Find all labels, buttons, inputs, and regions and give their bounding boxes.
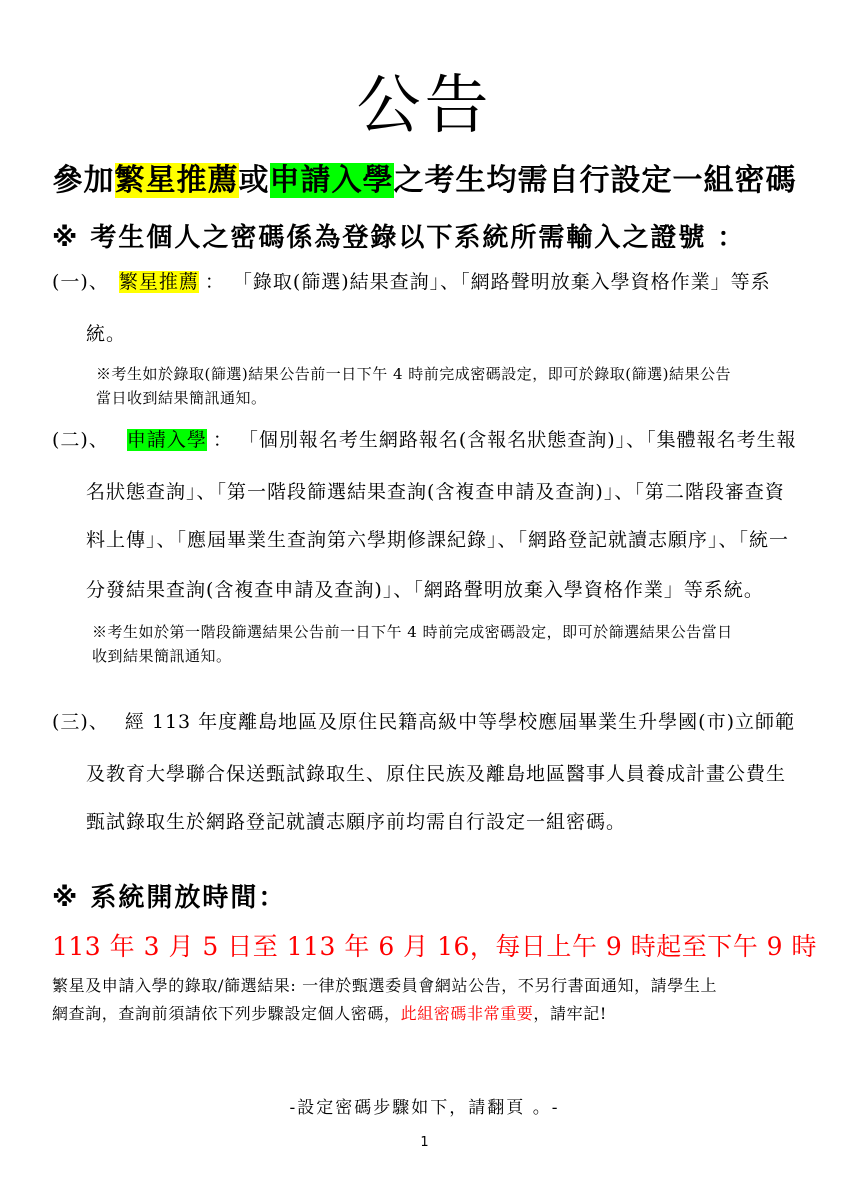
item1-first-line (52, 268, 771, 296)
page-number: 1 (420, 1135, 429, 1150)
subtitle-prefix: 參加 (52, 163, 115, 198)
item2-first-line (52, 426, 797, 454)
section-heading: ※ 考生個人之密碼係為登錄以下系統所需輸入之證號 ： (52, 223, 746, 253)
subtitle-suffix: 之考生均需自行設定一組密碼 (393, 163, 797, 198)
item2-label: 申請入學 (126, 429, 207, 451)
footer-next-page-note: -設定密碼步驟如下，請翻頁 。- (289, 1098, 560, 1118)
item1-line1: 「錄取(篩選)結果查詢」、「網路聲明放棄入學資格作業」等系 (232, 271, 771, 293)
subtitle-mid: 或 (238, 163, 270, 198)
notice-important-text: 此組密碼非常重要 (400, 1004, 534, 1023)
item1-marker: (一)、 (52, 271, 109, 293)
notice-line2-b: ，請牢記! (533, 1004, 607, 1023)
item1-colon: ： (204, 271, 225, 293)
item2-colon: ： (212, 429, 233, 451)
subtitle-highlight-star: 繁星推薦 (114, 163, 239, 198)
notice-line1: 繁星及申請入學的錄取/篩選結果: 一律於甄選委員會網站公告，不另行書面通知，請學生上 (52, 976, 718, 995)
item2-line4: 分發結果查詢(含複查申請及查詢)」、「網路聲明放棄入學資格作業」等系統。 (86, 579, 764, 601)
item2-line1: 「個別報名考生網路報名(含報名狀態查詢)」、「集體報名考生報 (238, 429, 797, 451)
item2-line2: 名狀態查詢」、「第一階段篩選結果查詢(含複查申請及查詢)」、「第二階段審查資 (86, 481, 785, 503)
open-time-heading: ※ 系統開放時間： (52, 883, 287, 913)
open-time-range: 113 年 3 月 5 日至 113 年 6 月 16，每日上午 9 時起至下午 9 時 (52, 932, 818, 961)
item2-note-line2: 收到結果簡訊通知。 (92, 647, 232, 665)
notice-line2 (52, 1002, 607, 1026)
item3-line3: 甄試錄取生於網路登記就讀志願序前均需自行設定一組密碼。 (86, 811, 627, 833)
item3-marker: (三)、 (52, 711, 109, 733)
notice-line2-a: 網查詢，查詢前須請依下列步驟設定個人密碼， (52, 1004, 401, 1023)
item2-marker: (二)、 (52, 429, 109, 451)
page-title: 公告 (356, 69, 493, 143)
item3-line2: 及教育大學聯合保送甄試錄取生、原住民族及離島地區醫事人員養成計畫公費生 (86, 763, 787, 785)
item1-note-line1: ※考生如於錄取(篩選)結果公告前一日下午 4 時前完成密碼設定，即可於錄取(篩選)結果公告 (96, 365, 731, 383)
item2-line3: 料上傳」、「應屆畢業生查詢第六學期修課紀錄」、「網路登記就讀志願序」、「統一 (86, 529, 790, 551)
subtitle-highlight-apply: 申請入學 (269, 163, 394, 198)
item3-first-line (52, 708, 795, 736)
subtitle (0, 160, 849, 202)
item1-label: 繁星推薦 (118, 271, 199, 293)
item1-line2: 統。 (86, 323, 127, 345)
item2-note-line1: ※考生如於第一階段篩選結果公告前一日下午 4 時前完成密碼設定，即可於篩選結果公告當日 (92, 623, 733, 641)
item1-note-line2: 當日收到結果簡訊通知。 (96, 389, 267, 407)
item3-line1: 經 113 年度離島地區及原住民籍高級中等學校應屆畢業生升學國(市)立師範 (124, 711, 795, 733)
